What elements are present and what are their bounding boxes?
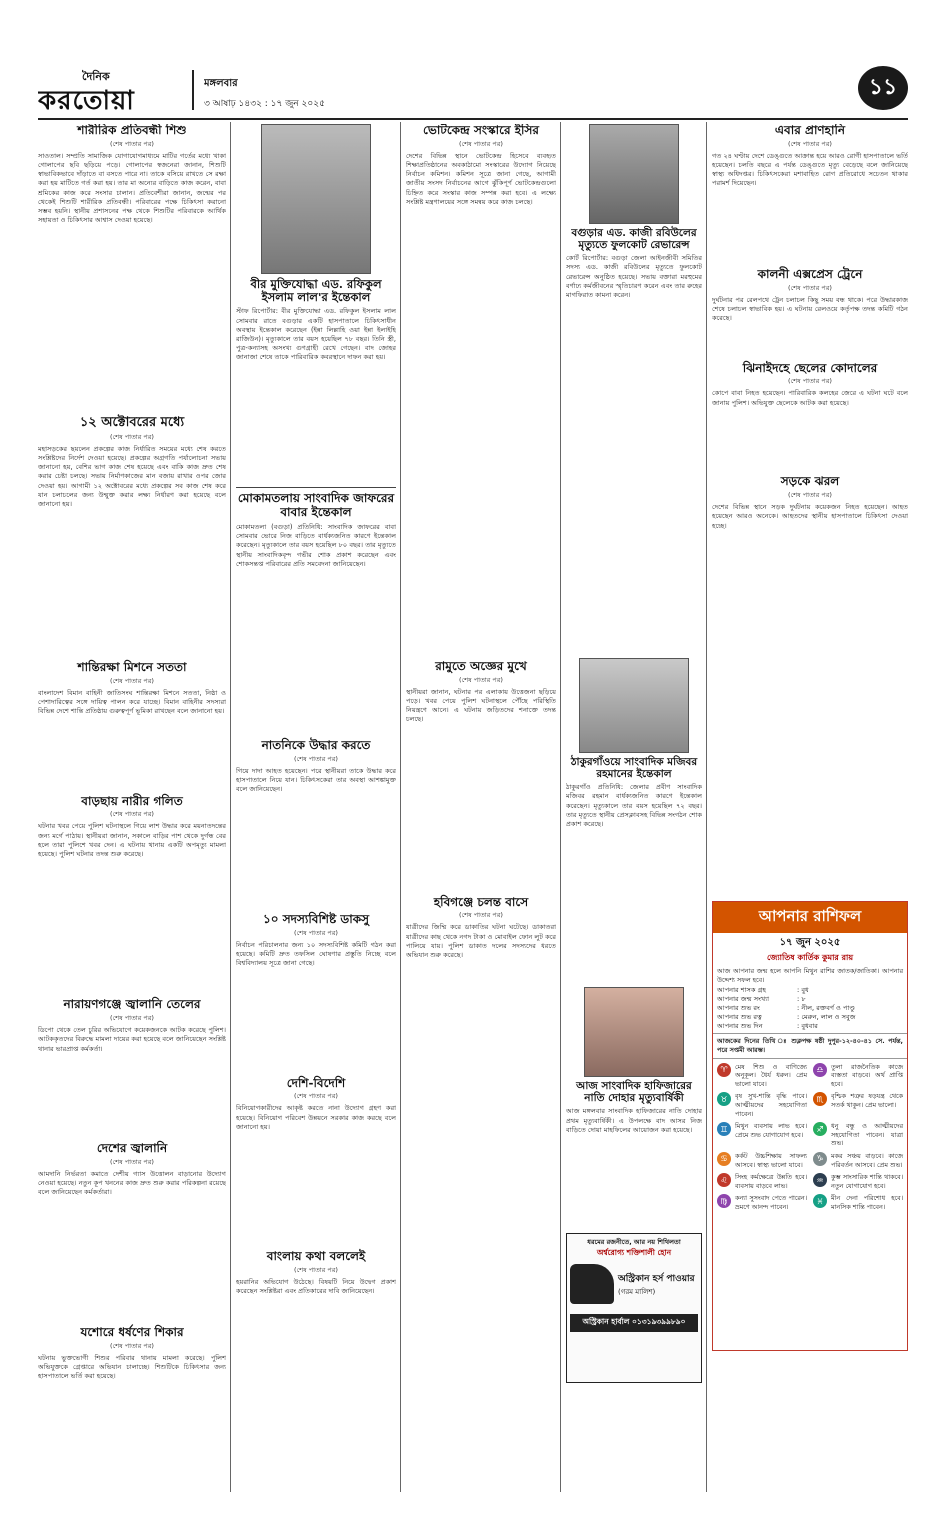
- article-body: আমদানি নির্ভরতা কমাতে দেশীয় গ্যাস উত্তোলন বাড়ানোর উদ্যোগ নেওয়া হয়েছে। নতুন কূপ খননের কাজ দ্রুত শুরু করার পরিকল্পনা রয়েছে বলে জানিয়েছেন কর্মকর্তারা।: [38, 1169, 226, 1197]
- zodiac-text: মকর সঞ্চয় বাড়বে। কাজে পরিবর্তন আসবে। প্রেম শুভ।: [831, 1151, 903, 1169]
- page-number: ১১: [858, 66, 908, 110]
- article-body: দুর্ঘটনার পর রেলপথে ট্রেন চলাচল কিছু সময় বন্ধ থাকে। পরে উদ্ধারকাজ শেষে চলাচল স্বাভাবিক হয়। এ ঘটনায় রেলওয়ে কর্তৃপক্ষ তদন্ত কমিটি গঠন করেছে।: [712, 295, 908, 322]
- column-4: [566, 124, 702, 1490]
- ad-subline: অর্শ্বরোগ্য শক্তিশালী হোন: [596, 1248, 672, 1258]
- continued-label: (শেষ পাতার পর): [294, 1266, 338, 1275]
- article-body: গিয়ে দাদা আহত হয়েছেন। পরে স্থানীয়রা তাকে উদ্ধার করে হাসপাতালে নিয়ে যান। চিকিৎসকেরা তার অবস্থা আশঙ্কামুক্ত বলে জানিয়েছেন।: [236, 766, 396, 794]
- headline: ১২ অক্টোবরের মধ্যে: [79, 414, 185, 430]
- zodiac-text: কুম্ভ সাংসারিক শান্তি থাকবে। নতুন যোগাযোগ হবে।: [831, 1173, 903, 1190]
- horoscope-facts: [713, 986, 907, 1031]
- logo-daily: দৈনিক: [82, 70, 110, 83]
- headline: কালনী এক্সপ্রেস ট্রেনে: [757, 266, 863, 281]
- zodiac-text: কর্কট উচ্চশিক্ষায় সাফল্য আসবে। স্বাস্থ্য ভালো যাবে।: [735, 1151, 807, 1169]
- masthead: [38, 66, 908, 114]
- continued-label: (শেষ পাতার পর): [788, 139, 832, 148]
- zodiac-entry: [813, 1063, 903, 1089]
- zodiac-text: মিথুন ব্যবসায় লাভ হবে। প্রেমে শুভ যোগাযোগ হবে।: [735, 1122, 807, 1139]
- logo-name: করতোয়া: [38, 86, 135, 114]
- continued-label: (শেষ পাতার পর): [294, 928, 338, 937]
- ad-phone: অস্ট্রিকান হার্বাল ০১৩১৯৩৯৯৮৯০: [570, 1314, 698, 1332]
- zodiac-icon: ♈: [717, 1063, 731, 1077]
- fact-value: : মেরুন, লাল ও সবুজ: [797, 1013, 856, 1022]
- portrait-photo: [579, 658, 689, 753]
- article-body: দেশের বিভিন্ন স্থানে সড়ক দুর্ঘটনায় কয়েকজন নিহত হয়েছেন। আহত হয়েছেন আরও অনেকে। আহতদের স্থানীয় হাসপাতালে চিকিৎসা দেওয়া হচ্ছে।: [712, 503, 908, 530]
- horoscope-date: ১৭ জুন ২০২৫: [779, 937, 841, 949]
- portrait-photo: [261, 124, 371, 274]
- zodiac-icon: ♋: [717, 1152, 731, 1166]
- continued-label: (শেষ পাতার পর): [459, 911, 503, 920]
- continued-label: (শেষ পাতার পর): [110, 810, 154, 819]
- headline: দেশি-বিদেশি: [286, 1075, 346, 1090]
- article-body: স্থানীয়রা জানান, ঘটনার পর এলাকায় উত্তেজনা ছড়িয়ে পড়ে। খবর পেয়ে পুলিশ ঘটনাস্থলে পৌঁছে পরিস্থিতি নিয়ন্ত্রণে আনে। এ ঘটনায় জড়িতদের শনাক্তে তদন্ত চলছে।: [406, 687, 556, 724]
- article: [38, 124, 226, 410]
- ad-generic: (গরম মালিশ): [618, 1287, 656, 1296]
- zodiac-entry: [813, 1194, 903, 1211]
- article-body: গত ২৪ ঘণ্টায় দেশে ডেঙ্গুতে আক্রান্ত হয়ে আরও রোগী হাসপাতালে ভর্তি হয়েছেন। চলতি বছরে এ পর্যন্ত ডেঙ্গুতে মৃত্যু বেড়েছে বলে জানিয়েছে স্বাস্থ্য অধিদপ্তর। চিকিৎসকেরা মশাবাহিত রোগ প্রতিরোধে সচেতন থাকার পরামর্শ দিয়েছেন।: [712, 151, 908, 188]
- horoscope-fact-row: [717, 1022, 903, 1031]
- continued-label: (শেষ পাতার পর): [110, 1014, 154, 1023]
- article: [38, 661, 226, 789]
- continued-label: (শেষ পাতার পর): [110, 432, 154, 441]
- article-body: যাত্রীদের জিম্মি করে ডাকাতির ঘটনা ঘটেছে। ডাকাতরা যাত্রীদের কাছ থেকে নগদ টাকা ও মোবাইল ফোন লুট করে পালিয়ে যায়। পুলিশ ডাকাত দলের সদস্যদের ধরতে অভিযান শুরু করেছে।: [406, 923, 556, 959]
- zodiac-text: বৃশ্চিক শত্রুর ষড়যন্ত্র থেকে সতর্ক থাকুন। প্রেম ভালো।: [831, 1092, 903, 1109]
- zodiac-icon: ♊: [717, 1122, 731, 1136]
- horoscope-title: আপনার রাশিফল: [713, 902, 907, 933]
- article-body: সাওতাল। সম্প্রতি সামাজিক যোগাযোগমাধ্যমে মাটির গর্তের মধ্যে খাকা গোলাপের ছবি ছড়িয়ে পড়ে। গোলাপের স্বজনেরা জানান, শিশুটি স্বাভাবিকভাবে দাঁড়াতে বা বসতে পারে না। তাকে বসিয়ে রাখতে সে রক্ষা করা হয় মাটিতে গর্ত করা হয়। তার মা অন্যের বাড়িতে কাজ করেন, বাবা শ্রমিকের কাজ করে সংসার চালান। প্রতিবেশীরা জানান, জন্মের পর থেকেই শিশুটি শারীরিক প্রতিবন্ধী। পরিবারের পক্ষে চিকিৎসা করানো সম্ভব হয়নি। স্থানীয় প্রশাসনের পক্ষ থেকে শিশুটির পরিবারকে আর্থিক সহায়তা ও চিকিৎসার আশ্বাস দেওয়া হয়েছে।: [38, 151, 226, 225]
- horoscope-fact-row: [717, 1004, 903, 1013]
- article-body: দেশের বিভিন্ন স্থানে ভোটকেন্দ্র হিসেবে ব্যবহৃত শিক্ষাপ্রতিষ্ঠানের অবকাঠামো সংস্কারের উদ্যোগ নিয়েছে নির্বাচন কমিশন। কমিশন সূত্রে জানা গেছে, আগামী জাতীয় সংসদ নির্বাচনের আগে ঝুঁকিপূর্ণ ভোটকেন্দ্রগুলো চিহ্নিত করে সংস্কার কাজ সম্পন্ন করা হবে। এ লক্ষ্যে সংশ্লিষ্ট মন্ত্রণালয়ের সঙ্গে সমন্বয় করে কাজ চলছে।: [406, 151, 556, 206]
- logo: [38, 68, 188, 114]
- article-body: কোর্ট রিপোর্টার: বগুড়া জেলা আইনজীবী সমিতির সদস্য এড. কাজী রবিউলের মৃত্যুতে ফুলকোট রেভারেন্স অনুষ্ঠিত হয়েছে। সভায় বক্তারা মরহুমের বর্ণাঢ্য কর্মজীবনের স্মৃতিচারণ করেন এবং তার রুহের মাগফিরাত কামনা করেন।: [566, 254, 702, 299]
- article: [38, 416, 226, 655]
- column-3: [406, 124, 556, 1490]
- issue-date: ৩ আষাঢ় ১৪৩২ : ১৭ জুন ২০২৫: [204, 99, 325, 109]
- headline: ভোটকেন্দ্র সংস্কারে ইসির: [423, 124, 539, 137]
- article-body: মোকামতলা (বগুড়া) প্রতিনিধি: সাংবাদিক জাফরের বাবা সোমবার ভোরে নিজ বাড়িতে বার্ধক্যজনিত কারণে ইন্তেকাল করেছেন। মৃত্যুকালে তার বয়স হয়েছিল ৮০ বছর। তার মৃত্যুতে স্থানীয় সাংবাদিকবৃন্দ গভীর শোক প্রকাশ করেছেন এবং শোকসন্তপ্ত পরিবারের প্রতি সমবেদনা জানিয়েছেন।: [236, 523, 396, 568]
- headline: বগুড়ার এড. কাজী রবিউলের মৃত্যুতে ফুলকোট রেভারেন্স: [571, 227, 697, 252]
- fact-label: আপনার শুভ দিন: [717, 1022, 763, 1031]
- article: [38, 1326, 226, 1490]
- portrait-photo: [589, 124, 679, 224]
- fact-label: আপনার জন্ম সংখ্যা: [717, 995, 770, 1004]
- ad-brand: অস্ট্রিকান হর্স পাওয়ার: [618, 1273, 695, 1284]
- zodiac-entry: [717, 1194, 807, 1211]
- article: [38, 1142, 226, 1320]
- continued-label: (শেষ পাতার পর): [459, 675, 503, 684]
- horoscope-intro: আজ আপনার জন্ম হলে আপনি মিথুন রাশির জাতক/জাতিকা। আপনার উদ্দেশ্য সফল হবে।: [717, 967, 903, 984]
- zodiac-icon: ♒: [813, 1173, 827, 1187]
- column-divider: [560, 122, 561, 1492]
- advertisement[interactable]: [566, 1233, 702, 1383]
- headline: নাতনিকে উদ্ধার করতে: [261, 738, 371, 753]
- article-body: নির্বাচন পরিচালনার জন্য ১০ সদস্যবিশিষ্ট কমিটি গঠন করা হয়েছে। কমিটি দ্রুত তফসিল ঘোষণার প্রস্তুতি নিচ্ছে বলে বিশ্ববিদ্যালয় সূত্রে জানা গেছে।: [236, 940, 396, 968]
- headline: হবিগঞ্জে চলন্ত বাসে: [433, 894, 529, 909]
- fact-label: আপনার শুভ রত্ন: [717, 1013, 762, 1022]
- fact-value: : বুধ: [797, 986, 809, 995]
- article-body: ঘটনায় ভুক্তভোগী শিশুর পরিবার থানায় মামলা করেছে। পুলিশ অভিযুক্তকে গ্রেপ্তারে অভিযান চালাচ্ছে। শিশুটিকে চিকিৎসার জন্য হাসপাতালে ভর্তি করা হয়েছে।: [38, 1353, 226, 1381]
- headline: বাংলায় কথা বললেই: [266, 1249, 366, 1264]
- article: [38, 998, 226, 1136]
- zodiac-entry: [717, 1092, 807, 1118]
- continued-label: (শেষ পাতার পর): [788, 377, 832, 386]
- fact-value: : নীল, রক্তবর্ণ ও পাণ্ডু: [797, 1004, 855, 1013]
- fact-label: আপনার শুভ রং: [717, 1004, 760, 1013]
- horoscope-box: [712, 901, 908, 1351]
- zodiac-entry: [717, 1063, 807, 1089]
- headline: ঠাকুরগাঁওয়ে সাংবাদিক মজিবর রহমানের ইন্তেকাল: [570, 756, 698, 781]
- column-1: [38, 124, 226, 1490]
- astrologer-name: জ্যোতিষ কার্তিক কুমার রায়: [766, 953, 854, 963]
- horoscope-fact-row: [717, 1013, 903, 1022]
- zodiac-icon: ♏: [813, 1092, 827, 1106]
- zodiac-text: কন্যা সুসংবাদ পেতে পারেন। ভ্রমণে আনন্দ পাবেন।: [735, 1194, 807, 1211]
- headline: রামুতে অজ্ঞের মুখে: [435, 658, 527, 673]
- continued-label: (শেষ পাতার পর): [459, 139, 503, 148]
- horoscope-fact-row: [717, 986, 903, 995]
- article-rule: [236, 487, 396, 488]
- article-body: বাংলাদেশ বিমান বাহিনী জাতিসংঘ শান্তিরক্ষা মিশনে সততা, নিষ্ঠা ও পেশাদারিত্বের সঙ্গে দায়িত্ব পালন করে যাচ্ছে। বিমান বাহিনীর সদস্যরা বিভিন্ন দেশে শান্তি প্রতিষ্ঠায় গুরুত্বপূর্ণ ভূমিকা রাখছেন বলে জানানো হয়।: [38, 688, 226, 715]
- article-body: ঠাকুরগাঁও প্রতিনিধি: জেলার প্রবীণ সাংবাদিক মজিবর রহমান বার্ধক্যজনিত কারণে ইন্তেকাল করেছেন। মৃত্যুকালে তার বয়স হয়েছিল ৭২ বছর। তার মৃত্যুতে স্থানীয় প্রেসক্লাবসহ বিভিন্ন সংগঠন শোক প্রকাশ করেছে।: [566, 783, 702, 829]
- article: [38, 795, 226, 993]
- headline: শারীরিক প্রতিবন্ধী শিশু: [77, 124, 187, 137]
- headline: বাড়ছায় নারীর গলিত: [81, 793, 183, 808]
- zodiac-icon: ♑: [813, 1152, 827, 1166]
- masthead-divider: [192, 70, 194, 110]
- zodiac-entry: [717, 1152, 807, 1169]
- zodiac-icon: ♉: [717, 1092, 731, 1106]
- column-divider: [230, 122, 231, 1492]
- zodiac-text: বৃষ সুখ-শান্তি বৃদ্ধি পাবে। আত্মীয়দের সহযোগিতা পাবেন।: [735, 1092, 807, 1118]
- weekday: মঙ্গলবার: [204, 78, 238, 89]
- headline: বীর মুক্তিযোদ্ধা এড. রফিকুল ইসলাম লাল'র ইন্তেকাল: [250, 277, 382, 305]
- column-divider: [400, 122, 401, 1492]
- continued-label: (শেষ পাতার পর): [788, 283, 832, 292]
- fact-value: : বুধবার: [797, 1022, 818, 1031]
- headline: দেশের জ্বালানি: [96, 1141, 168, 1156]
- tithi-line: আজকের দিনের তিথি ঃ শুক্লপক্ষ ষষ্ঠী দুপুর-১২-৪০-৪১ সে. পর্যন্ত, পরে সপ্তমী আরম্ভ।: [713, 1033, 907, 1058]
- fact-value: : ৮: [797, 995, 806, 1004]
- column-2: [236, 124, 396, 1490]
- article-body: আজ মঙ্গলবার সাংবাদিক হাফিজারের নাতি দোহার প্রথম মৃত্যুবার্ষিকী। এ উপলক্ষে বাদ আসর নিজ বাড়িতে দোয়া মাহফিলের আয়োজন করা হয়েছে।: [566, 1107, 702, 1134]
- zodiac-entry: [717, 1122, 807, 1148]
- headline: নারায়ণগঞ্জে জ্বালানি তেলের: [63, 997, 201, 1012]
- headline: ঝিনাইদহে ছেলের কোদালের: [742, 360, 878, 375]
- article-body: বিনিয়োগকারীদের আকৃষ্ট করতে নানা উদ্যোগ গ্রহণ করা হয়েছে। বিনিয়োগ পরিবেশ উন্নয়নে সরকার কাজ করছে বলে জানানো হয়।: [236, 1104, 396, 1131]
- headline: আজ সাংবাদিক হাফিজারের নাতি দোহার মৃত্যুবার্ষিকী: [576, 1080, 692, 1105]
- headline: যশোরে ধর্ষণের শিকার: [80, 1324, 184, 1339]
- continued-label: (শেষ পাতার পর): [110, 676, 154, 685]
- continued-label: (শেষ পাতার পর): [110, 1157, 154, 1166]
- headline: ১০ সদস্যবিশিষ্ট ডাকসু: [262, 911, 370, 926]
- zodiac-icon: ♓: [813, 1194, 827, 1208]
- headline: মোকামতলায় সাংবাদিক জাফরের বাবার ইন্তেকাল: [237, 491, 395, 520]
- headline: শান্তিরক্ষা মিশনে সততা: [77, 659, 187, 674]
- horse-icon: [570, 1264, 614, 1304]
- zodiac-grid: [713, 1061, 907, 1218]
- article-body: ডিপো থেকে তেল চুরির অভিযোগে কয়েকজনকে আটক করেছে পুলিশ। আটককৃতদের বিরুদ্ধে মামলা দায়ের করা হয়েছে বলে জানিয়েছেন সংশ্লিষ্ট থানার ভারপ্রাপ্ত কর্মকর্তা।: [38, 1026, 226, 1053]
- zodiac-entry: [813, 1173, 903, 1190]
- article-body: মহাসড়কের ছয়লেন প্রকল্পের কাজ নির্ধারিত সময়ের মধ্যে শেষ করতে সংশ্লিষ্টদের নির্দেশ দেওয়া হয়েছে। প্রকল্পের অগ্রগতি পর্যালোচনা সভায় জানানো হয়, বেশির ভাগ কাজ শেষ হয়েছে এবং বাকি কাজ দ্রুত শেষ করার চেষ্টা চলছে। সভায় নির্মাণকাজের মান বজায় রাখার ওপর জোর দেওয়া হয়। আগামী ১২ অক্টোবরের মধ্যে প্রকল্পের সব কাজ শেষ করে যান চলাচলের জন্য উন্মুক্ত করার লক্ষ্য নির্ধারণ করা হয়েছে বলে জানানো হয়।: [38, 444, 226, 508]
- article-body: স্টাফ রিপোর্টার: বীর মুক্তিযোদ্ধা এড. রফিকুল ইসলাম লাল সোমবার রাতে বগুড়ার একটি হাসপাতালে চিকিৎসাধীন অবস্থায় ইন্তেকাল করেছেন (ইন্না লিল্লাহি ওয়া ইন্না ইলাইহি রাজিউন)। মৃত্যুকালে তার বয়স হয়েছিল ৭৮ বছর। তিনি স্ত্রী, পুত্র-কন্যাসহ অসংখ্য গুণগ্রাহী রেখে গেছেন। বাদ জোহর জানাজা শেষে তাকে পারিবারিক কবরস্থানে দাফন করা হয়।: [236, 307, 396, 362]
- zodiac-entry: [813, 1152, 903, 1169]
- continued-label: (শেষ পাতার পর): [788, 491, 832, 500]
- masthead-rule: [38, 118, 908, 120]
- article-body: কোপে বাবা নিহত হয়েছেন। পারিবারিক কলহের জেরে এ ঘটনা ঘটে বলে জানায় পুলিশ। অভিযুক্ত ছেলেকে আটক করা হয়েছে।: [712, 389, 908, 407]
- ad-top-line: ধরমের রজনীতে, আর নয় শিথিলতা: [587, 1238, 681, 1247]
- continued-label: (শেষ পাতার পর): [110, 1341, 154, 1350]
- headline: সড়কে ঝরল: [780, 474, 840, 489]
- zodiac-icon: ♐: [813, 1122, 827, 1136]
- zodiac-icon: ♍: [717, 1194, 731, 1208]
- article-body: হয়রানির অভিযোগ উঠেছে। বিষয়টি নিয়ে উদ্বেগ প্রকাশ করেছেন সংশ্লিষ্টরা এবং প্রতিকারের দাবি জানিয়েছেন।: [236, 1278, 396, 1296]
- zodiac-text: তুলা রাজনৈতিক কাজে ব্যস্ততা বাড়বে। অর্থ প্রাপ্তি হবে।: [831, 1062, 903, 1088]
- continued-label: (শেষ পাতার পর): [294, 754, 338, 763]
- continued-label: (শেষ পাতার পর): [294, 1092, 338, 1101]
- zodiac-icon: ♌: [717, 1173, 731, 1187]
- fact-label: আপনার শাসক গ্রহ: [717, 986, 767, 995]
- zodiac-icon: ♎: [813, 1063, 827, 1077]
- continued-label: (শেষ পাতার পর): [110, 139, 154, 148]
- column-divider: [706, 122, 707, 1492]
- headline: এবার প্রাণহানি: [774, 124, 846, 137]
- zodiac-text: সিংহ কর্মক্ষেত্রে উন্নতি হবে। ব্যবসায় বাড়বে লাভ।: [735, 1173, 807, 1190]
- zodiac-text: মেষ শিশু ও বাণিজ্যে অনুকূল। ধৈর্য ধরুন। প্রেম ভালো যাবে।: [735, 1062, 807, 1088]
- zodiac-entry: [717, 1173, 807, 1190]
- zodiac-entry: [813, 1122, 903, 1148]
- zodiac-text: মীন দেনা পরিশোধ হবে। মানসিক শান্তি পাবেন।: [831, 1194, 903, 1211]
- zodiac-entry: [813, 1092, 903, 1118]
- portrait-photo: [584, 987, 684, 1077]
- article-body: ঘটনার খবর পেয়ে পুলিশ ঘটনাস্থলে গিয়ে লাশ উদ্ধার করে ময়নাতদন্তের জন্য মর্গে পাঠায়। স্থানীয়রা জানান, সকালে বাড়ির পাশ থেকে দুর্গন্ধ বের হলে তারা পুলিশে খবর দেন। এ ঘটনায় থানায় একটি অপমৃত্যু মামলা হয়েছে। পুলিশ ঘটনার তদন্ত শুরু করেছে।: [38, 822, 226, 858]
- column-5: [712, 124, 908, 1490]
- zodiac-text: ধনু বন্ধু ও আত্মীয়দের সহযোগিতা পাবেন। যাত্রা শুভ।: [831, 1122, 903, 1148]
